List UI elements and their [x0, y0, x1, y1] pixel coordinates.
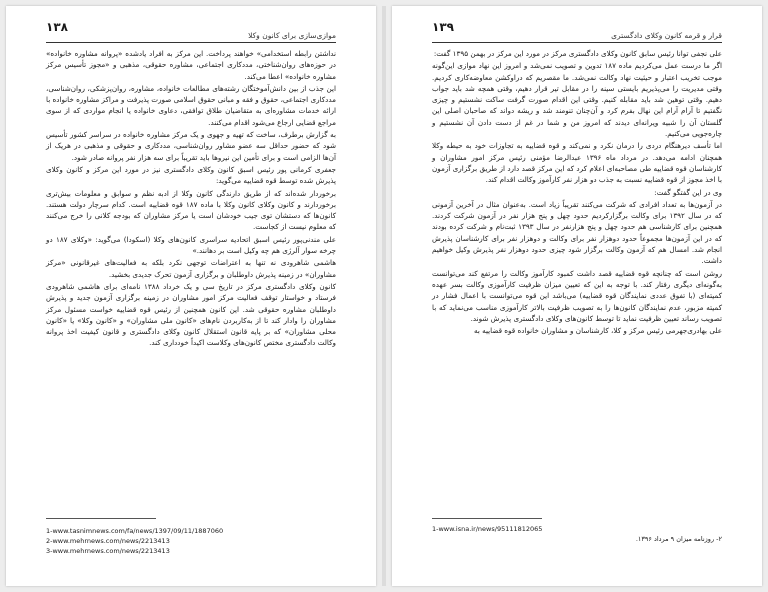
paragraph: علی مندنی‌پور رئیس اسبق اتحادیه سراسری کانون‌های وکلا (اسکودا) می‌گوید: «وکلای ۱۸۷ دو چرخه سوار آلرژی هم چه وکیل است بر دهانند.» [46, 234, 336, 256]
paragraph: برخوردار شده‌اند که از طریق دارندگی کانون وکلا از ادبه نظم و سوابق و معلومات بیش‌تری برخوردارند و کانون وکلای کانون وکلا با ماده ۱۸۷ قوه قضاییه است. کدام سرچار دولت هستند. کانون‌ها که دستشان توی جیب خودشان است یا مرکز مشاوران که بودجه کلانی را خرج می‌کنند که معلوم نیست از کجاست. [46, 188, 336, 232]
left-running-title: موازی‌سازی برای کانون وکلا [248, 31, 336, 40]
footnote: ۲- روزنامه میزان ۹ مرداد ۱۳۹۶. [635, 535, 722, 543]
left-footnotes [46, 526, 336, 556]
footnote: 3-www.mehrnews.com/news/2213413 [46, 547, 170, 555]
footnote: 1-www.tasnimnews.com/fa/news/1397/09/11/1887060 [46, 527, 224, 535]
right-page-body [432, 48, 722, 337]
paragraph: وی در این گفتگو گفت: [654, 187, 722, 197]
paragraph: در آزمون‌ها به تعداد افرادی که شرکت می‌کنند تقریباً زیاد است. به‌عنوان مثال در آخرین آزمونی که در سال ۱۳۹۲ برای وکالت برگزارکردیم حدود چهل و پنج هزار نفر در آزمون شرکت کردند. همچنین برای کارشناسی هم حدود چهل و پنج هزارنفر در سال ۱۳۹۳ ثبت‌نام و شرکت کرده بودند که در این آزمون‌ها مجموعاً حدود دوهزار نفر برای وکالت و دوهزار نفر برای کارشناسان پذیرش انجام شد. امسال هم که آزمون وکالت برگزار شود چیزی حدود دوهزار نفر پذیرش وکیل خواهیم داشت. [432, 199, 722, 266]
footnote-divider [432, 518, 542, 519]
paragraph: این جذب از بین دانش‌آموختگان رشته‌های مطالعات خانواده، مشاوره، روان‌پزشکی، روان‌شناسی، مددکاری اجتماعی، حقوق و فقه و مبانی حقوق اسلامی صورت پذیرفت و مراکز مشاوره خانواده با ارائه خدمات مشاوره‌ای به متقاضیان طلاق توافقی، دعاوی خانواده یا انجام مواردی که از سوی مراجع قضایی ارجاع می‌شود اقدام می‌کنند. [46, 83, 336, 127]
footnote-divider [46, 518, 156, 519]
paragraph: علی نجفی توانا رئیس سابق کانون وکلای دادگستری مرکز در مورد این مرکز در بهمن ۱۳۹۵ گفت: [433, 49, 722, 58]
left-page-body [46, 48, 336, 350]
paragraph: جعفری کرمانی پور رئیس اسبق کانون وکلای دادگستری نیز در مورد این مرکز و کانون وکلای پذیرش شده توسط قوه قضاییه می‌گوید: [46, 164, 336, 186]
paragraph: کانون وکلای دادگستری مرکز در تاریخ سی و یک خرداد ۱۳۸۸ نامه‌ای برای هاشمی شاهرودی فرستاد و خواستار توقف فعالیت مرکز امور مشاوران در زمینه برگزاری آزمون جدید و پذیرش داوطلبان مشاوره حقوقی شد. این کانون همچنین از رئیس قوه قضاییه خواست مسئول مرکز مشاوران را وادار کند تا از به‌کاربردن نام‌های «کانون ملی مشاوران» و «کانون وکلا» یا «کانون محلی مشاوران» که بر پایه قانون استقلال کانون وکلای دادگستری و قانون کیفیت اخذ پروانه وکالت دادگستری مختص کانون‌های وکلاست اکیداً خودداری کند. [46, 281, 336, 348]
paragraph: به گزارش برطرف، ساخت که تهیه و جهوی و یک مرکز مشاوره خانواده در سراسر کشور تأسیس شود که حضور حداقل سه عضو مشاور روان‌شناسی، مددکاری و حقوقی و مذهبی در هریک از آن‌ها الزامی است و برای تأمین این نیروها باید تقریباً برای سه هزار نفر پروانه صادر شود. [46, 130, 336, 162]
right-page [392, 6, 762, 586]
right-footnotes [432, 524, 722, 544]
paragraph: روشن است که چنانچه قوه قضاییه قصد داشت کمبود کارآموز وکالت را مرتفع کند می‌توانست به‌گونه‌ای دیگری رفتار کند. با توجه به این که تعیین میزان ظرفیت کارآموزی وکالت بسر عهده کمیته‌ای (با تفوق عددی نمایندگان قوه قضاییه) می‌باشد این قوه می‌توانست با اعمال فشار در کمیته مزبور، عدم نمایندگان کانون‌ها را به تصویب ظرفیت بالاتر کارآموزی مناسب می‌نماید که با تصویب رساند تعیین ظرفیت نماید تا توسط کانون‌های وکلای دادگستری پذیرش شوند. [432, 268, 722, 323]
left-page-header [46, 20, 336, 43]
right-running-title: قرار و قرمه کانون وکلای دادگستری [611, 31, 722, 40]
paragraph: اگر ما درست عمل می‌کردیم ماده ۱۸۷ تدوین و تصویب نمی‌شد و امروز این نهاد موازی این‌گونه موجب تخریب اعتبار و حیثیت نهاد وکالت نمی‌شد. ما مقصریم که دراوکشن معاوضه‌کاری کردیم. وقتی مدیریت را می‌پذیریم بایستی سینه را در مقابل تیر قرار دهیم، وقتی همچه شد باید جواب دهیم. وقتی توهین شد باید مقابله کنیم. وقتی این اقدام صورت گرفت ساکت نشستیم و چیزی نگفتیم تا آرام آرام این نهال بفرم کرد و آن‌چنان تنومند شد و ریشه دواند که صاحبان اصلی این گلستان آن را شبیه ویرانه‌ای دیدند که امروز من و شما در غم از دست دادن آن نشستیم و چاره‌جویی می‌کنیم. [432, 61, 722, 139]
footnote: 1-www.isna.ir/news/95111812065 [432, 525, 543, 533]
right-page-number: ۱۳۹ [432, 20, 454, 34]
left-page [6, 6, 376, 586]
left-page-number: ۱۳۸ [46, 20, 68, 34]
footnote: 2-www.mehrnews.com/news/2213413 [46, 537, 170, 545]
book-gutter [382, 6, 386, 586]
paragraph: هاشمی شاهرودی نه تنها به اعتراضات توجهی نکرد بلکه به فعالیت‌های غیرقانونی «مرکز مشاوران» در زمینه پذیرش داوطلبان و برگزاری آزمون تحرک جدیدی بخشید. [46, 258, 336, 279]
paragraph: علی بهادری‌جهرمی رئیس مرکز و کلا، کارشناسان و مشاوران خانواده قوه قضاییه به [473, 326, 722, 336]
paragraph: اما تأسف دیرهنگام دردی را درمان نکرد و نمی‌کند و قوه قضاییه به تجاوزات خود به حیطه وکلا همچنان ادامه می‌دهد. در مرداد ماه ۱۳۹۶ عبدالرضا مؤمنی رئیس مرکز امور مشاوران و کارشناسان قوه قضاییه طی مصاحبه‌ای اعلام کرد که این مرکز قصد دارد از طریق برگزاری آزمون با اخذ مجوز از قوه قضاییه نسبت به جذب دو هزار نفر کارآموز وکالت اقدام کند. [432, 141, 722, 185]
right-page-header [432, 20, 722, 43]
paragraph: نداشتن رابطه استخدامی» خواهند پرداخت. این مرکز به افراد یادشده «پروانه مشاوره خانواده» در حوزه‌های روان‌شناختی، مددکاری اجتماعی، مشاوره حقوقی، مذهبی و «مجوز تأسیس مرکز مشاوره خانواده» اعطا می‌کند. [46, 49, 336, 81]
